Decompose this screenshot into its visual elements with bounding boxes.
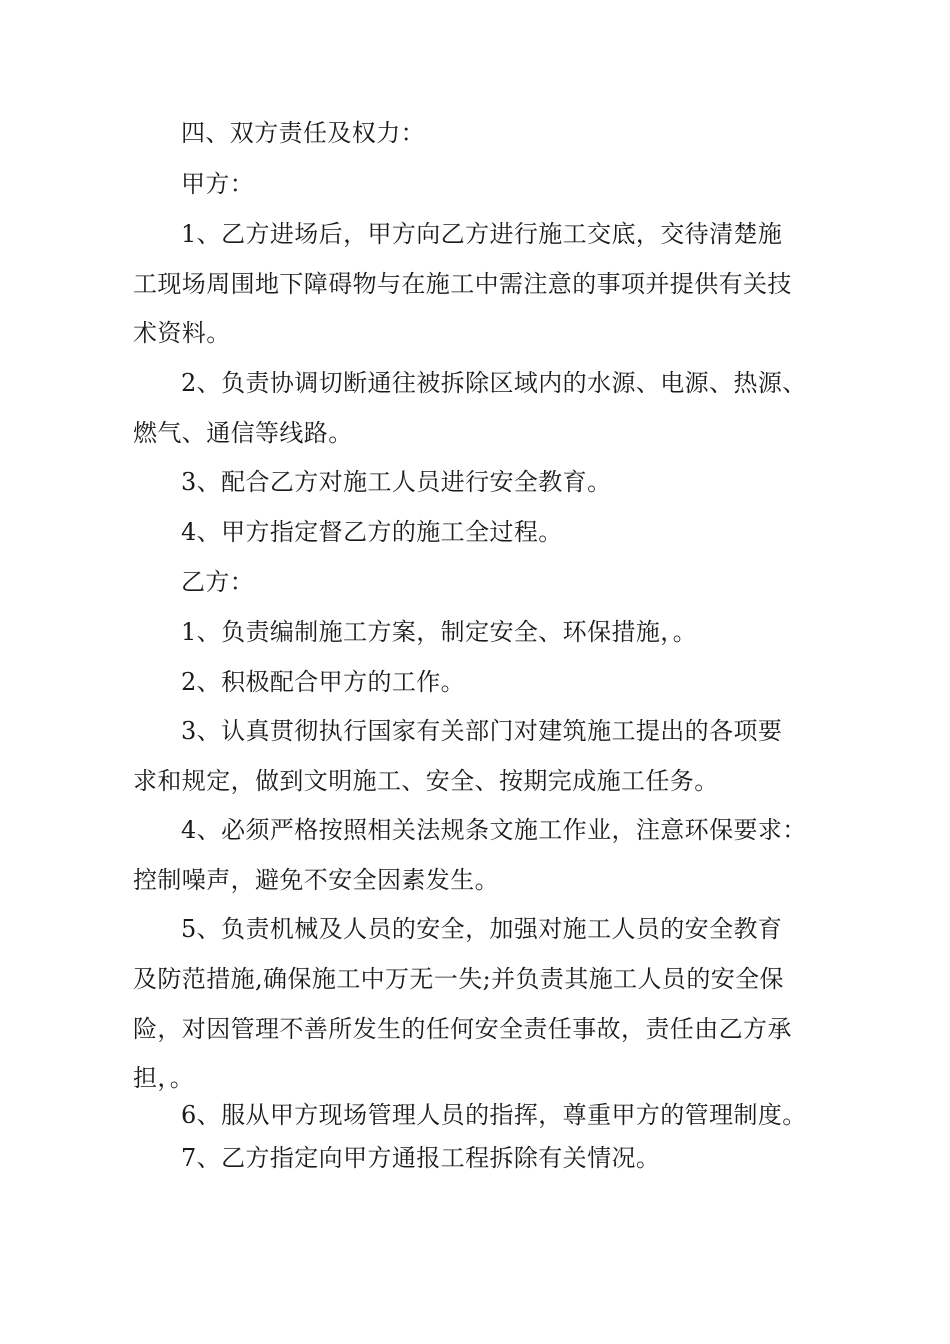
paragraph-line: 2、积极配合甲方的工作。 — [181, 668, 466, 696]
paragraph-line: 3、认真贯彻执行国家有关部门对建筑施工提出的各项要 — [181, 717, 783, 745]
paragraph-line: 3、配合乙方对施工人员进行安全教育。 — [181, 468, 612, 496]
paragraph-line: 求和规定，做到文明施工、安全、按期完成施工任务。 — [133, 767, 719, 795]
paragraph-line: 4、必须严格按照相关法规条文施工作业，注意环保要求： — [181, 816, 807, 844]
paragraph-line: 1、乙方进场后，甲方向乙方进行施工交底，交待清楚施 — [181, 220, 783, 248]
paragraph-line: 及防范措施,确保施工中万无一失;并负责其施工人员的安全保 — [133, 965, 784, 993]
paragraph-line: 7、乙方指定向甲方通报工程拆除有关情况。 — [181, 1144, 661, 1172]
paragraph-line: 工现场周围地下障碍物与在施工中需注意的事项并提供有关技 — [133, 270, 792, 298]
party-b-heading: 乙方： — [181, 568, 255, 596]
paragraph-line: 术资料。 — [133, 319, 231, 347]
paragraph-line: 燃气、通信等线路。 — [133, 419, 353, 447]
paragraph-line: 控制噪声，避免不安全因素发生。 — [133, 866, 499, 894]
paragraph-line: 6、服从甲方现场管理人员的指挥，尊重甲方的管理制度。 — [181, 1101, 807, 1129]
paragraph-line: 担，。 — [133, 1064, 195, 1092]
paragraph-line: 险，对因管理不善所发生的任何安全责任事故，责任由乙方承 — [133, 1015, 792, 1043]
paragraph-line: 1、负责编制施工方案，制定安全、环保措施，。 — [181, 618, 698, 646]
paragraph-line: 4、甲方指定督乙方的施工全过程。 — [181, 518, 563, 546]
section-heading: 四、双方责任及权力： — [181, 119, 425, 147]
paragraph-line: 2、负责协调切断通往被拆除区域内的水源、电源、热源、 — [181, 369, 807, 397]
paragraph-line: 5、负责机械及人员的安全，加强对施工人员的安全教育 — [181, 915, 783, 943]
party-a-heading: 甲方： — [181, 170, 255, 198]
